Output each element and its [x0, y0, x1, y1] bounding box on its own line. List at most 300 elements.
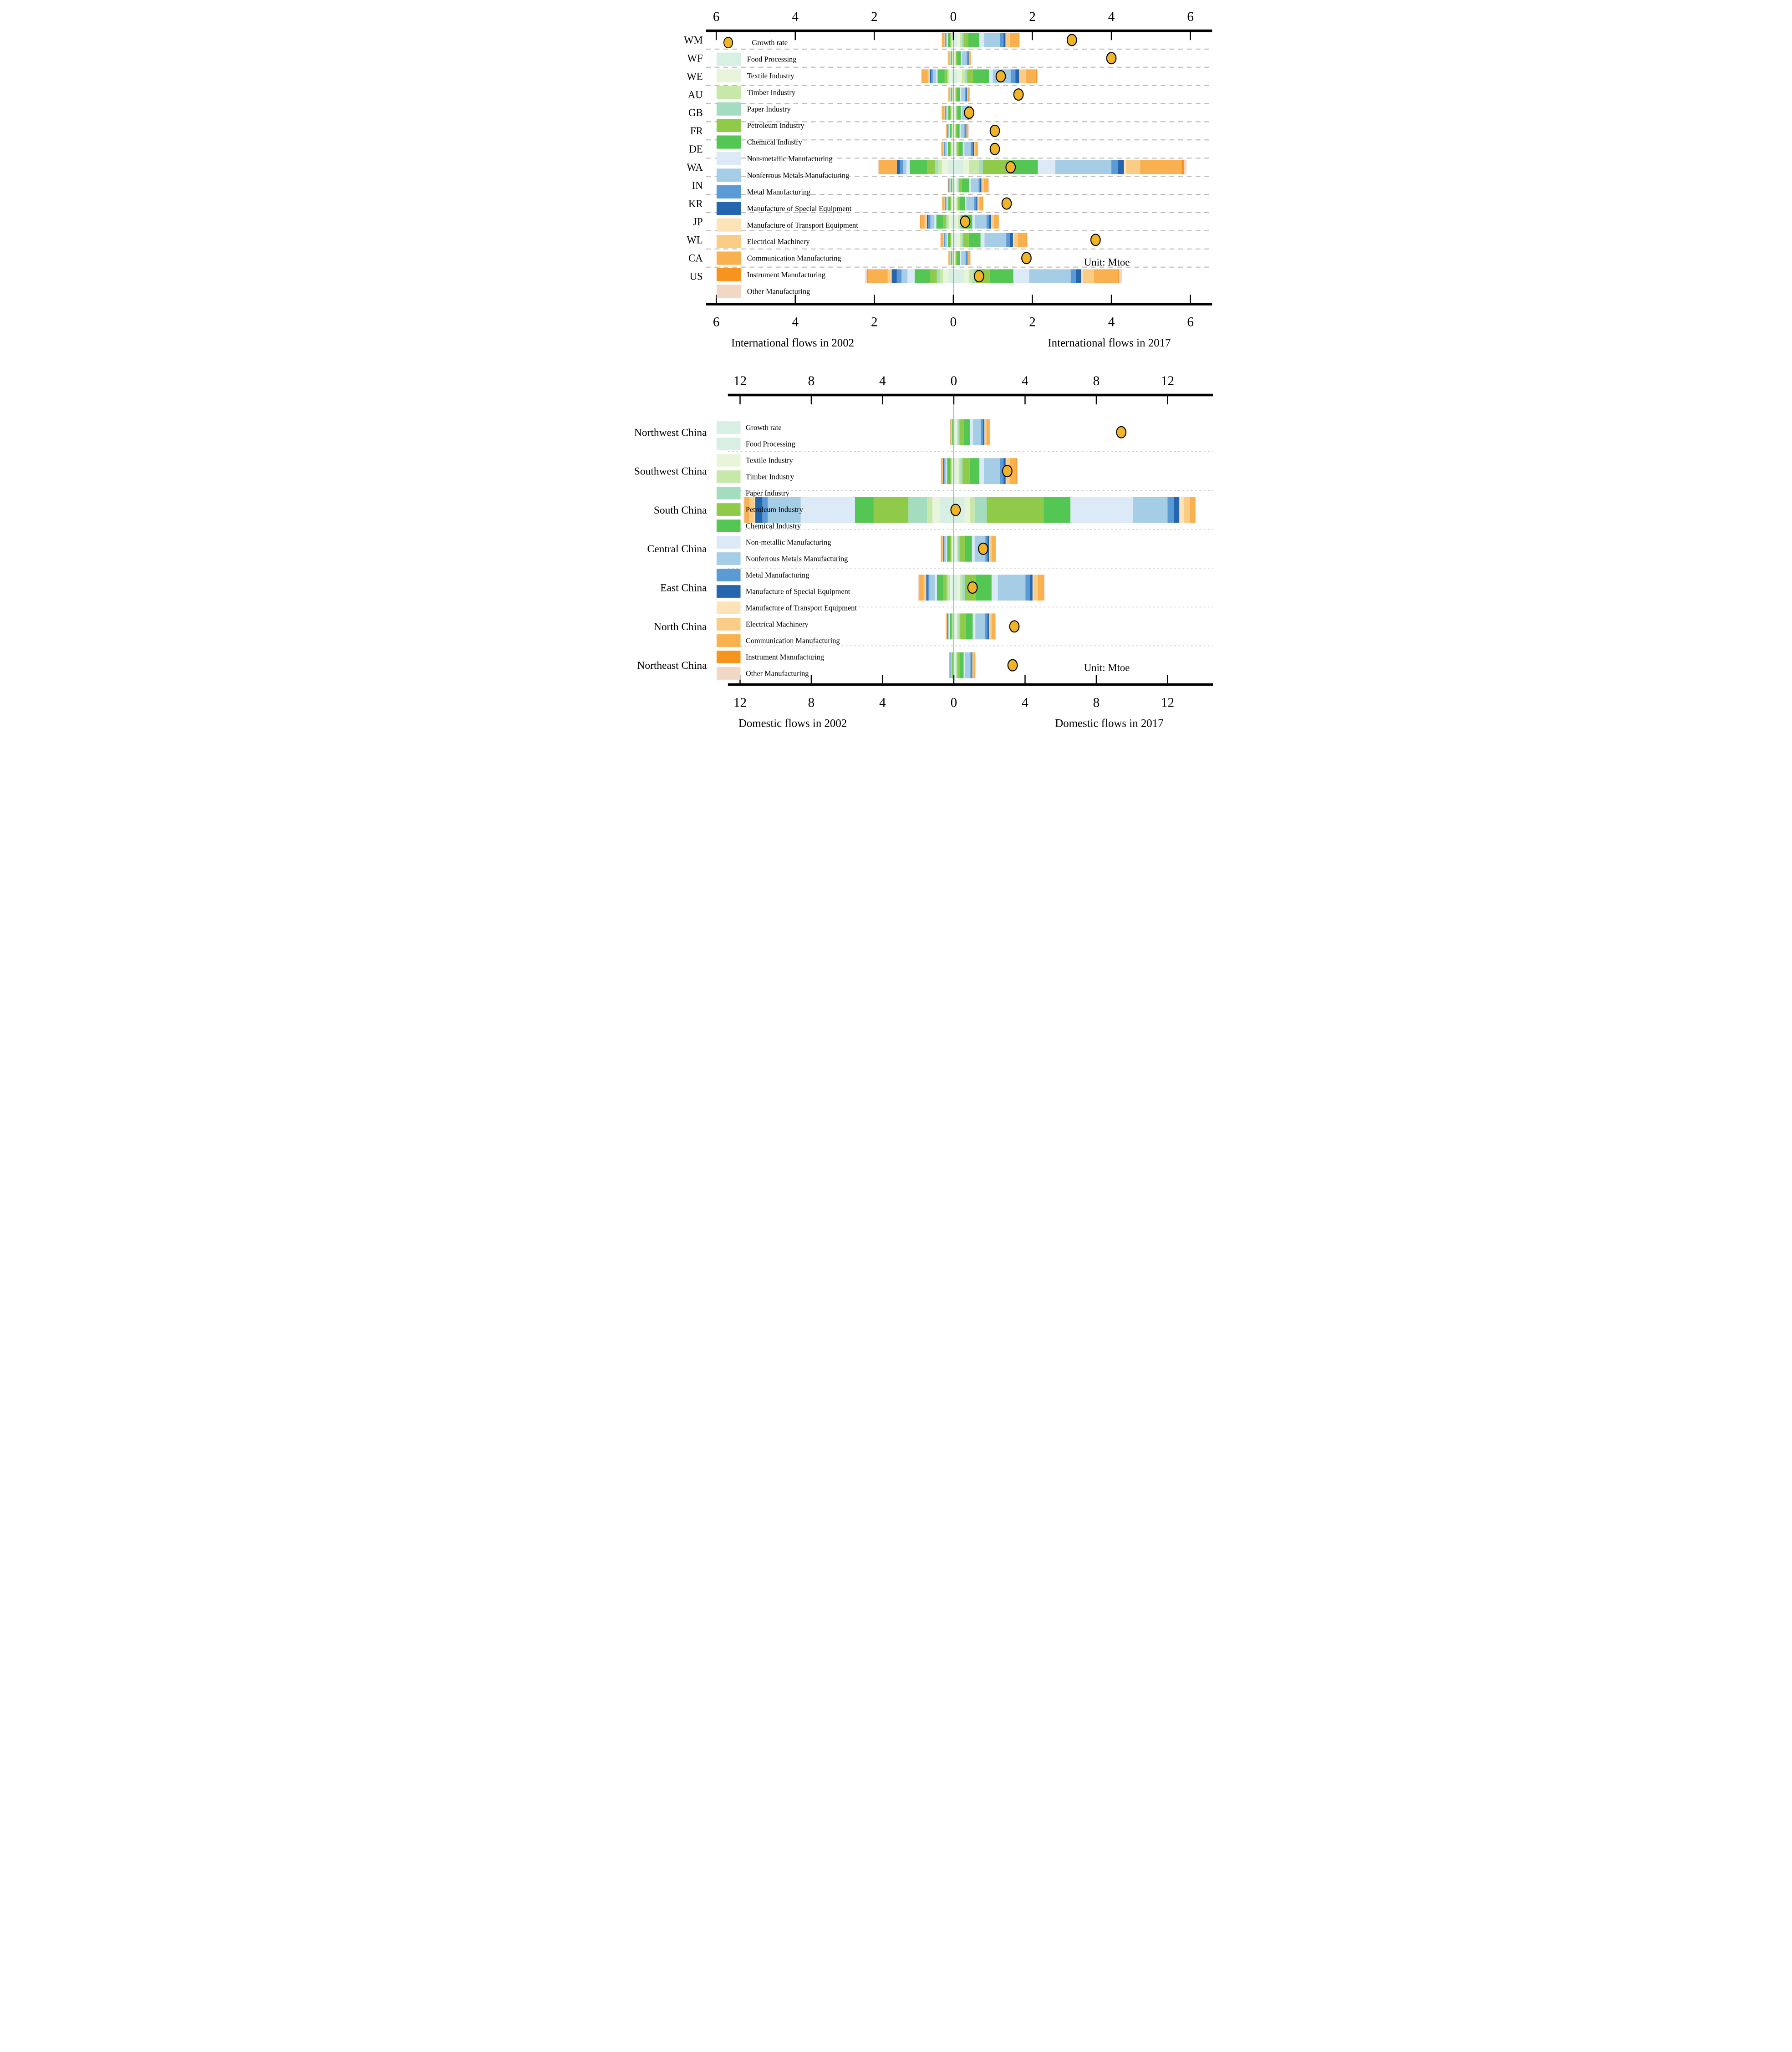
legend-label: Food Processing	[745, 439, 795, 448]
bar-segment-2017	[954, 536, 956, 562]
growth-rate-legend-dot	[724, 37, 733, 48]
bar-segment-2002	[949, 87, 950, 102]
legend-swatch	[717, 667, 741, 680]
bar-segment-2002	[947, 536, 950, 562]
bar-segment-2002	[950, 197, 951, 211]
bar-segment-2002	[918, 575, 919, 601]
bar-segment-2017	[957, 178, 958, 193]
growth-rate-dot	[964, 107, 974, 118]
bar-segment-2002	[921, 69, 922, 83]
bar-segment-2002	[949, 178, 950, 193]
bar-segment-2002	[948, 51, 949, 65]
bar-segment-2017	[965, 197, 966, 211]
bar-segment-2002	[952, 458, 953, 484]
bar-segment-2017	[963, 160, 969, 174]
top-axis-tick-label: 6	[1187, 10, 1194, 25]
bar-segment-2002	[942, 160, 948, 174]
bar-segment-2017	[957, 536, 958, 562]
bar-segment-2017	[975, 614, 985, 640]
legend-label: Instrument Manufacturing	[745, 652, 825, 662]
top-axis-tick-label: 2	[871, 10, 878, 25]
bar-segment-2017	[1013, 233, 1014, 247]
bar-segment-2017	[1015, 69, 1019, 83]
bar-segment-2017	[1005, 33, 1006, 47]
domestic-flows-chart	[577, 364, 1215, 730]
bar-segment-2017	[1033, 575, 1038, 601]
bar-segment-2017	[956, 652, 957, 678]
bar-segment-2002	[937, 575, 943, 601]
bar-segment-2002	[944, 458, 945, 484]
row-label: WM	[683, 34, 703, 46]
bar-segment-2017	[954, 87, 955, 102]
bar-segment-2017	[955, 142, 956, 156]
bar-segment-2017	[957, 124, 960, 138]
top-axis-tick-label: 4	[792, 10, 799, 25]
bar-segment-2017	[1076, 269, 1081, 283]
bar-segment-2017	[956, 215, 958, 229]
bar-segment-2002	[906, 160, 910, 174]
xlabel-2002: Domestic flows in 2002	[738, 718, 847, 730]
bar-segment-2017	[977, 197, 978, 211]
bar-segment-2002	[946, 124, 947, 138]
bar-segment-2017	[1030, 575, 1033, 601]
bar-segment-2017	[1118, 160, 1124, 174]
bar-segment-2017	[968, 251, 970, 265]
bar-segment-2017	[959, 458, 961, 484]
bar-segment-2017	[956, 419, 957, 445]
bar-segment-2002	[952, 614, 953, 640]
row-label: South China	[653, 504, 707, 517]
bar-segment-2002	[943, 536, 944, 562]
legend-label: Paper Industry	[747, 104, 791, 113]
bar-segment-2017	[968, 87, 969, 102]
bar-segment-2017	[969, 269, 973, 283]
bar-segment-2017	[970, 458, 980, 484]
bar-segment-2017	[960, 251, 962, 265]
bar-segment-2002	[927, 497, 932, 523]
bar-segment-2017	[1037, 69, 1038, 83]
bar-segment-2017	[966, 251, 967, 265]
bar-segment-2017	[971, 142, 972, 156]
bar-segment-2017	[1027, 233, 1028, 247]
bar-segment-2017	[957, 458, 959, 484]
bar-segment-2002	[948, 160, 953, 174]
bar-segment-2002	[865, 269, 867, 283]
legend-label: Electrical Machinery	[745, 620, 809, 629]
growth-rate-dot	[1022, 252, 1031, 264]
legend-label: Communication Manufacturing	[745, 636, 840, 645]
legend-swatch	[717, 202, 741, 215]
legend-swatch	[717, 219, 741, 232]
bar-segment-2017	[998, 575, 1026, 601]
bar-segment-2002	[949, 215, 951, 229]
bar-segment-2002	[943, 269, 948, 283]
bar-segment-2017	[984, 233, 1006, 247]
bar-segment-2017	[1167, 497, 1174, 523]
bar-segment-2017	[960, 124, 961, 138]
legend-label: Other Manufacturing	[745, 669, 809, 678]
bar-segment-2002	[903, 160, 906, 174]
bar-segment-2017	[1011, 69, 1015, 83]
top-axis-tick-label: 12	[733, 374, 747, 389]
bar-segment-2002	[950, 614, 952, 640]
bar-segment-2002	[950, 33, 951, 47]
bar-segment-2017	[970, 497, 975, 523]
bar-segment-2017	[989, 536, 992, 562]
bar-segment-2017	[957, 106, 958, 120]
bar-segment-2017	[1081, 269, 1083, 283]
bar-segment-2017	[957, 33, 960, 47]
legend-label: Timber Industry	[745, 472, 794, 481]
bar-segment-2002	[897, 160, 900, 174]
bar-segment-2002	[952, 652, 953, 678]
bar-segment-2017	[1118, 269, 1119, 283]
bar-segment-2002	[952, 575, 954, 601]
bar-segment-2017	[957, 419, 958, 445]
bar-segment-2002	[944, 106, 945, 120]
bar-segment-2017	[962, 233, 963, 247]
legend-label: Other Manufacturing	[747, 287, 810, 296]
legend-label: Paper Industry	[745, 489, 789, 498]
bar-segment-2017	[1133, 497, 1167, 523]
bar-segment-2017	[967, 197, 974, 211]
bar-segment-2017	[1029, 269, 1071, 283]
bar-segment-2002	[949, 69, 952, 83]
bar-segment-2017	[962, 51, 967, 65]
bar-segment-2017	[958, 419, 959, 445]
legend-swatch	[717, 503, 741, 516]
bar-segment-2002	[951, 51, 952, 65]
bar-segment-2017	[965, 536, 972, 562]
bar-segment-2002	[942, 33, 944, 47]
legend-label: Instrument Manufacturing	[747, 270, 825, 280]
legend-swatch	[717, 585, 741, 598]
bar-segment-2017	[972, 215, 975, 229]
bar-segment-2002	[952, 536, 953, 562]
bar-segment-2017	[1026, 233, 1027, 247]
bar-segment-2002	[935, 160, 938, 174]
bar-segment-2002	[943, 233, 944, 247]
bar-segment-2017	[972, 536, 975, 562]
legend-label: Electrical Machinery	[747, 237, 810, 246]
bar-segment-2017	[984, 178, 988, 193]
legend-swatch	[717, 421, 741, 434]
bottom-axis-tick-label: 2	[1029, 315, 1036, 330]
legend-label: Timber Industry	[747, 88, 795, 97]
bar-segment-2017	[1000, 33, 1003, 47]
bar-segment-2002	[927, 575, 929, 601]
bar-segment-2017	[1179, 497, 1183, 523]
growth-rate-dot	[968, 582, 977, 593]
legend-swatch	[717, 185, 741, 199]
xlabel-2017: International flows in 2017	[1048, 337, 1171, 350]
bar-segment-2002	[941, 536, 942, 562]
top-axis-tick-label: 8	[1093, 374, 1100, 389]
bar-segment-2017	[964, 124, 966, 138]
bar-segment-2017	[957, 233, 960, 247]
bar-segment-2002	[941, 233, 943, 247]
legend-label: Non-metallic Manufacturing	[745, 538, 831, 547]
legend-swatch	[717, 152, 741, 165]
bar-segment-2002	[921, 215, 925, 229]
bar-segment-2002	[943, 458, 944, 484]
bar-segment-2017	[992, 614, 995, 640]
bar-segment-2017	[987, 497, 1044, 523]
legend-swatch	[717, 470, 741, 483]
bar-segment-2002	[940, 269, 943, 283]
bar-segment-2002	[951, 536, 952, 562]
bar-segment-2017	[976, 142, 978, 156]
bar-segment-2002	[936, 69, 937, 83]
bar-segment-2017	[955, 197, 956, 211]
bar-segment-2002	[925, 215, 927, 229]
bar-segment-2017	[973, 419, 981, 445]
bar-segment-2017	[991, 215, 992, 229]
bar-segment-2017	[975, 215, 987, 229]
bar-segment-2017	[962, 575, 965, 601]
bar-segment-2017	[971, 178, 978, 193]
bar-segment-2002	[948, 178, 949, 193]
bar-segment-2017	[975, 497, 987, 523]
figure-page	[577, 0, 1215, 730]
bar-segment-2002	[946, 215, 947, 229]
bar-segment-2017	[958, 614, 960, 640]
legend-label: Growth rate	[745, 423, 782, 432]
bar-segment-2017	[962, 33, 963, 47]
bar-segment-2017	[960, 233, 962, 247]
bar-segment-2017	[975, 652, 976, 678]
bottom-axis-tick-label: 0	[950, 695, 957, 710]
bar-segment-2017	[974, 197, 976, 211]
bar-segment-2002	[948, 33, 950, 47]
growth-rate-dot	[1002, 198, 1012, 209]
bar-segment-2017	[964, 142, 971, 156]
bar-segment-2017	[1119, 269, 1122, 283]
bar-segment-2017	[963, 233, 969, 247]
bar-segment-2017	[956, 536, 957, 562]
bar-segment-2017	[969, 87, 970, 102]
bar-segment-2002	[945, 458, 947, 484]
legend-label: Manufacture of Transport Equipment	[747, 220, 858, 229]
bar-segment-2017	[970, 251, 971, 265]
bar-segment-2002	[942, 142, 943, 156]
bar-segment-2017	[957, 106, 961, 120]
bar-segment-2017	[994, 215, 998, 229]
bar-segment-2017	[966, 124, 967, 138]
bar-segment-2017	[954, 575, 957, 601]
bar-segment-2017	[988, 614, 989, 640]
bar-segment-2017	[979, 33, 984, 47]
bar-segment-2017	[955, 251, 956, 265]
bar-segment-2002	[944, 233, 945, 247]
bar-segment-2017	[970, 419, 973, 445]
bar-segment-2002	[950, 575, 952, 601]
bar-segment-2017	[1195, 497, 1196, 523]
bar-segment-2002	[950, 536, 951, 562]
bar-segment-2017	[953, 269, 964, 283]
bar-segment-2002	[915, 269, 931, 283]
bar-segment-2002	[950, 124, 951, 138]
bar-segment-2002	[944, 142, 945, 156]
bar-segment-2002	[948, 178, 949, 193]
bar-segment-2017	[980, 178, 982, 193]
bar-segment-2002	[946, 536, 947, 562]
bar-segment-2017	[960, 614, 966, 640]
legend-swatch	[717, 454, 741, 467]
bar-segment-2017	[1026, 69, 1036, 83]
bar-segment-2002	[951, 33, 952, 47]
bar-segment-2017	[1043, 575, 1044, 601]
bar-segment-2002	[950, 652, 951, 678]
bar-segment-2017	[1174, 497, 1180, 523]
row-label: WL	[687, 234, 703, 246]
bar-segment-2002	[944, 536, 945, 562]
bar-segment-2017	[979, 160, 983, 174]
bar-segment-2002	[897, 269, 901, 283]
bar-segment-2002	[930, 69, 932, 83]
bar-segment-2017	[1036, 69, 1037, 83]
bar-segment-2002	[948, 51, 949, 65]
legend-swatch	[717, 601, 741, 614]
xlabel-2017: Domestic flows in 2017	[1055, 718, 1164, 730]
bar-segment-2017	[960, 575, 962, 601]
bar-segment-2002	[945, 233, 947, 247]
bar-segment-2017	[967, 251, 968, 265]
bar-segment-2017	[953, 215, 956, 229]
bar-segment-2002	[938, 160, 942, 174]
bar-segment-2017	[978, 178, 980, 193]
bar-segment-2017	[956, 251, 957, 265]
bar-segment-2017	[1006, 233, 1010, 247]
bar-segment-2002	[910, 160, 927, 174]
bar-segment-2002	[948, 106, 950, 120]
bar-segment-2017	[957, 51, 961, 65]
bar-segment-2017	[998, 215, 999, 229]
bar-segment-2002	[948, 69, 950, 83]
legend-label: Communication Manufacturing	[747, 254, 841, 263]
bar-segment-2002	[801, 497, 855, 523]
bar-segment-2017	[1124, 160, 1126, 174]
bar-segment-2017	[974, 142, 976, 156]
legend-label: Non-metallic Manufacturing	[747, 154, 833, 163]
bar-segment-2017	[960, 458, 962, 484]
bar-segment-2017	[957, 197, 958, 211]
bar-segment-2002	[951, 142, 952, 156]
bar-segment-2017	[955, 124, 956, 138]
bar-segment-2002	[937, 215, 944, 229]
bar-segment-2002	[948, 124, 950, 138]
bar-segment-2002	[947, 142, 948, 156]
top-axis-tick-label: 4	[1108, 10, 1115, 25]
bar-segment-2017	[987, 215, 989, 229]
bar-segment-2017	[981, 233, 985, 247]
bar-segment-2002	[951, 178, 952, 193]
bar-segment-2017	[963, 33, 968, 47]
bar-segment-2017	[969, 233, 981, 247]
bar-segment-2002	[950, 87, 951, 102]
bar-segment-2017	[958, 215, 959, 229]
bar-segment-2017	[962, 458, 970, 484]
row-label: North China	[653, 621, 707, 633]
bar-segment-2017	[967, 124, 968, 138]
bar-segment-2017	[1044, 575, 1045, 601]
bar-segment-2017	[1019, 69, 1020, 83]
bar-segment-2017	[981, 419, 983, 445]
bar-segment-2017	[990, 419, 991, 445]
bar-segment-2017	[992, 215, 994, 229]
bar-segment-2017	[968, 33, 979, 47]
bar-segment-2002	[949, 652, 950, 678]
bar-segment-2002	[901, 269, 907, 283]
bar-segment-2017	[956, 142, 957, 156]
bar-segment-2017	[957, 142, 959, 156]
bar-segment-2017	[964, 269, 968, 283]
bar-segment-2017	[1016, 458, 1017, 484]
bar-segment-2002	[943, 575, 947, 601]
bottom-axis-tick-label: 0	[950, 315, 957, 330]
bar-segment-2017	[961, 87, 965, 102]
bar-segment-2017	[1020, 69, 1026, 83]
bar-segment-2002	[945, 33, 946, 47]
legend-label: Metal Manufacturing	[747, 187, 811, 196]
legend-label: Nonferrous Metals Manufacturing	[747, 171, 850, 180]
bar-segment-2002	[947, 124, 948, 138]
bar-segment-2002	[950, 251, 951, 265]
bar-segment-2017	[1010, 33, 1018, 47]
bar-segment-2002	[937, 269, 940, 283]
row-label: US	[689, 270, 703, 282]
bar-segment-2017	[983, 419, 984, 445]
bar-segment-2002	[952, 51, 953, 65]
bar-segment-2017	[957, 251, 960, 265]
bar-segment-2017	[958, 536, 959, 562]
bar-segment-2002	[950, 106, 951, 120]
growth-rate-dot	[1010, 621, 1019, 632]
row-label: Northwest China	[634, 427, 707, 439]
bar-segment-2002	[920, 215, 921, 229]
legend-label: Chemical Industry	[745, 521, 801, 530]
bar-segment-2017	[959, 142, 963, 156]
bar-segment-2017	[964, 497, 970, 523]
bar-segment-2017	[989, 215, 991, 229]
bar-segment-2017	[967, 51, 968, 65]
row-label: AU	[687, 89, 703, 101]
bar-segment-2017	[955, 87, 956, 102]
bar-segment-2002	[951, 233, 952, 247]
bar-segment-2017	[960, 87, 962, 102]
bar-segment-2017	[961, 106, 962, 120]
bar-segment-2017	[1126, 160, 1140, 174]
bar-segment-2002	[952, 251, 953, 265]
bottom-axis-tick-label: 8	[808, 695, 815, 710]
bar-segment-2017	[960, 197, 965, 211]
bar-segment-2017	[969, 178, 971, 193]
bar-segment-2002	[950, 458, 951, 484]
bottom-axis-tick-label: 4	[792, 315, 799, 330]
bar-segment-2002	[924, 575, 926, 601]
bar-segment-2017	[995, 614, 996, 640]
growth-rate-dot	[1008, 660, 1018, 671]
bottom-axis-tick-label: 2	[871, 315, 878, 330]
bar-segment-2017	[964, 419, 970, 445]
legend-swatch	[717, 651, 741, 663]
top-axis-tick-label: 8	[808, 374, 815, 389]
bar-segment-2017	[1018, 33, 1019, 47]
bar-segment-2017	[954, 419, 956, 445]
bar-segment-2002	[874, 497, 908, 523]
bar-segment-2017	[1025, 575, 1030, 601]
bar-segment-2002	[937, 69, 945, 83]
